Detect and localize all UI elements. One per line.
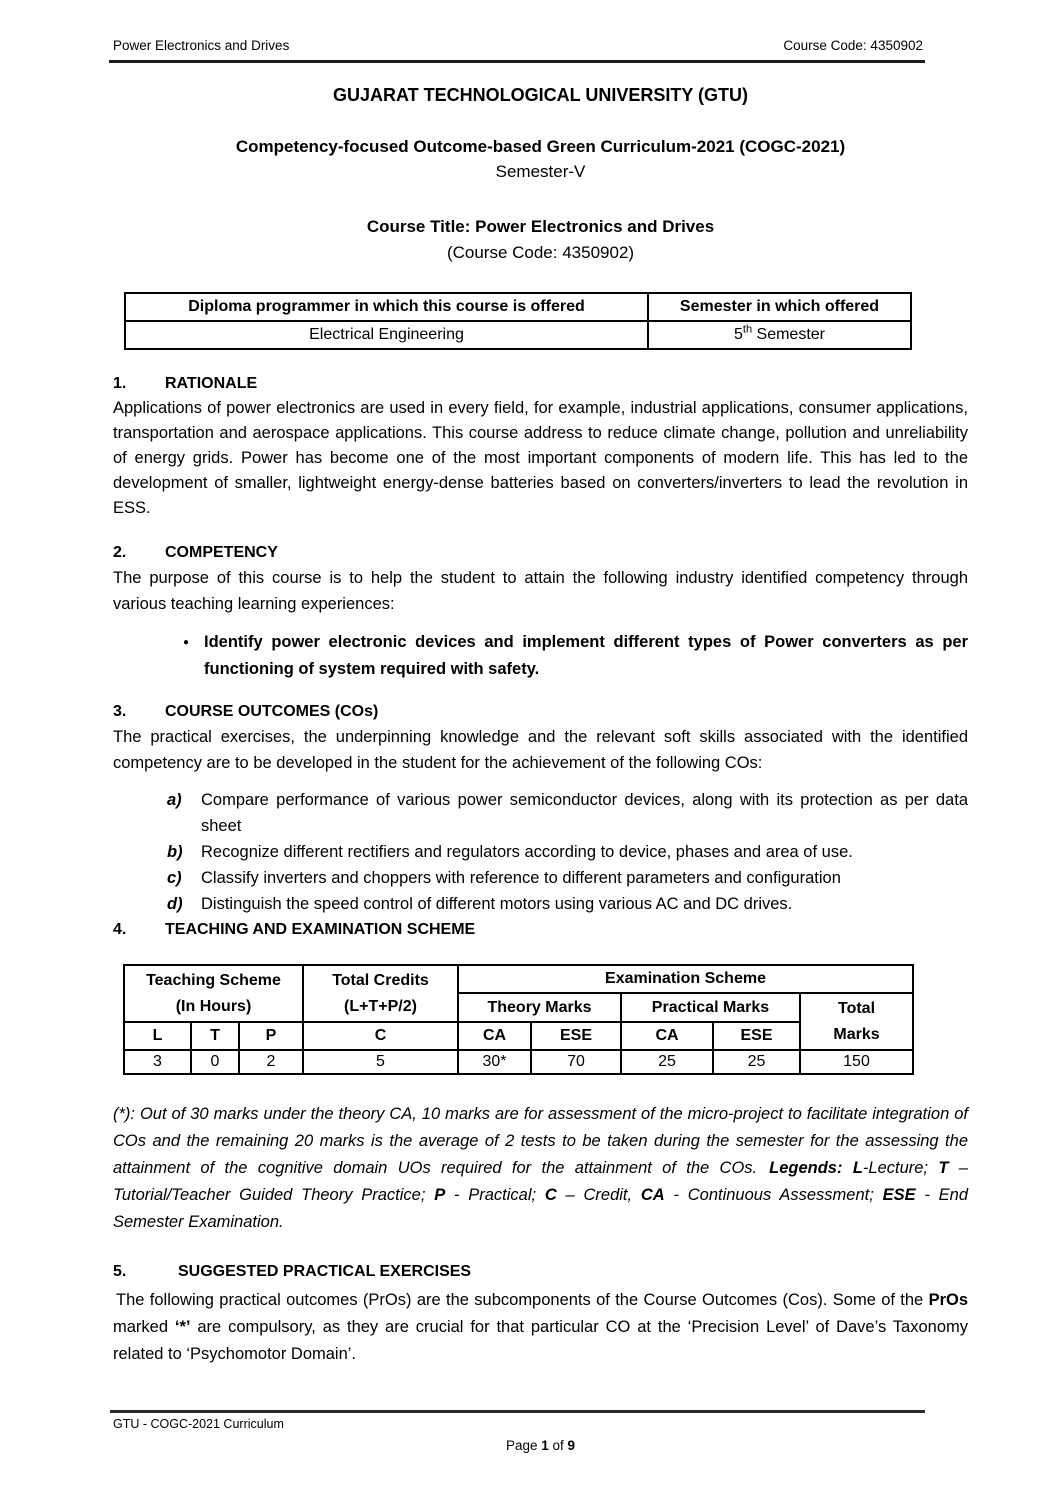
header-rule	[109, 60, 925, 63]
page-word: Page	[505, 1438, 542, 1453]
offer-col2-value	[648, 321, 911, 349]
scheme-value-theory-ca: 30*	[458, 1050, 531, 1074]
scheme-col-theory-ca: CA	[458, 1022, 531, 1050]
section-number: 1.	[113, 375, 127, 392]
scheme-values-row	[124, 1050, 913, 1074]
footer-page-number	[113, 1438, 968, 1453]
rationale-paragraph: Applications of power electronics are used in every field, for example, industrial applications, consumer applications, transportation and aerospace applications. This course address to reduce climate change, pollution and unreliability of energy grids. Power has become one of the most important components of modern life. This has led to the development of smaller, lightweight energy-dense batteries based on converters/inverters to lead the revolution in ESS.	[113, 399, 968, 517]
scheme-value-practical-ese: 25	[713, 1050, 800, 1074]
paragraph-text: The following practical outcomes (PrOs) are the subcomponents of the Course Outcomes (Cos). Some of the	[116, 1291, 929, 1309]
section-number: 5.	[113, 1263, 127, 1280]
legend-definition: – Credit,	[556, 1186, 641, 1204]
course-outcome-item-c	[113, 865, 968, 891]
note-text: (*): Out of 30 marks under the theory CA, 10 marks are for assessment of the micro-project to facilitate integration of COs and the remaining 20 marks is the average of 2 tests to be taken during the semester for the assessing the attainment of the cognitive domain UOs required for the attainment of the COs.	[113, 1105, 968, 1177]
section-heading-course-outcomes	[113, 702, 968, 722]
offer-table-data-row	[125, 321, 911, 349]
scheme-col-t: T	[191, 1022, 239, 1050]
course-outcome-item-b	[113, 839, 968, 865]
legend-definition: -Lecture;	[862, 1159, 939, 1177]
course-outcomes-paragraph: The practical exercises, the underpinning knowledge and the relevant soft skills associated with the identified competency are to be developed in the student for the achievement of the following COs:	[113, 728, 968, 772]
scheme-value-c: 5	[303, 1050, 458, 1074]
page-current: 1	[541, 1438, 549, 1453]
legend-term: ESE	[882, 1186, 916, 1204]
legend-definition: – Tutorial/Teacher Guided Theory Practice;	[113, 1159, 968, 1204]
list-marker: c)	[167, 869, 182, 887]
offer-col1-value: Electrical Engineering	[125, 321, 648, 349]
course-offering-table	[124, 292, 912, 350]
scheme-value-total: 150	[800, 1050, 913, 1074]
scheme-header-credits: Total Credits (L+T+P/2)	[303, 965, 458, 1022]
legend-term: P	[434, 1186, 446, 1204]
page-content	[113, 0, 968, 1368]
list-marker: d)	[167, 895, 183, 913]
header-course-code: Course Code: 4350902	[783, 38, 923, 53]
list-item-text: Recognize different rectifiers and regulators according to device, phases and area of use.	[201, 843, 853, 861]
paragraph-text: marked	[113, 1318, 175, 1336]
list-marker: a)	[167, 791, 182, 809]
list-item-text: Classify inverters and choppers with reference to different parameters and configuration	[201, 869, 841, 887]
legend-term: C	[544, 1186, 557, 1204]
scheme-col-theory-ese: ESE	[531, 1022, 621, 1050]
scheme-header-total-marks: Total Marks	[800, 993, 913, 1050]
emphasis-pros: PrOs	[928, 1291, 968, 1309]
section-number: 2.	[113, 544, 127, 561]
scheme-col-practical-ca: CA	[621, 1022, 713, 1050]
course-outcome-item-a	[113, 787, 968, 839]
offer-col1-header: Diploma programmer in which this course is offered	[125, 293, 648, 321]
scheme-value-practical-ca: 25	[621, 1050, 713, 1074]
list-item-text: Distinguish the speed control of different motors using various AC and DC drives.	[201, 895, 793, 913]
competency-paragraph: The purpose of this course is to help the student to attain the following industry identified competency through various teaching learning experiences:	[113, 569, 968, 613]
footer-curriculum-label: GTU - COGC-2021 Curriculum	[113, 1417, 284, 1431]
scheme-col-practical-ese: ESE	[713, 1022, 800, 1050]
offer-table-header-row	[125, 293, 911, 321]
semester-line: Semester-V	[495, 162, 586, 181]
semester-word: Semester	[752, 326, 825, 343]
legend-definition: - Continuous Assessment;	[664, 1186, 883, 1204]
practical-exercises-paragraph	[113, 1287, 968, 1368]
scheme-value-theory-ese: 70	[531, 1050, 621, 1074]
section-title: SUGGESTED PRACTICAL EXERCISES	[178, 1263, 472, 1280]
course-outcome-item-d	[113, 891, 968, 917]
section-heading-teaching-scheme	[113, 920, 968, 940]
section-heading-practical-exercises	[113, 1262, 968, 1282]
list-item-text: Compare performance of various power semiconductor devices, along with its protection as per data sheet	[201, 791, 968, 835]
header-course-name: Power Electronics and Drives	[113, 38, 290, 53]
legend-definition: - Practical;	[445, 1186, 545, 1204]
semester-ordinal-suffix: th	[742, 323, 753, 336]
scheme-header-examination: Examination Scheme	[458, 965, 913, 993]
curriculum-title: Competency-focused Outcome-based Green Curriculum-2021 (COGC-2021)	[235, 137, 846, 156]
scheme-header-practical-marks: Practical Marks	[621, 993, 800, 1022]
scheme-header-row-1	[124, 965, 913, 993]
scheme-header-theory-marks: Theory Marks	[458, 993, 621, 1022]
page-of-word: of	[548, 1438, 568, 1453]
ca-note-paragraph	[113, 1101, 968, 1236]
legend-term: CA	[640, 1186, 665, 1204]
teaching-examination-scheme-table	[123, 964, 914, 1075]
scheme-col-p: P	[239, 1022, 303, 1050]
competency-bullet	[183, 629, 968, 683]
footer-rule	[110, 1410, 925, 1413]
legend-definition: - End Semester Examination.	[113, 1186, 968, 1231]
legend-term: Legends: L	[769, 1159, 863, 1177]
page-total: 9	[567, 1438, 576, 1453]
scheme-header-row-3	[124, 1022, 913, 1050]
competency-bullet-text: Identify power electronic devices and implement different types of Power converters as per functioning of system required with safety.	[204, 633, 968, 678]
course-code-line: (Course Code: 4350902)	[446, 243, 635, 262]
semester-number: 5	[733, 326, 743, 343]
university-title: GUJARAT TECHNOLOGICAL UNIVERSITY (GTU)	[332, 85, 748, 105]
scheme-value-t: 0	[191, 1050, 239, 1074]
scheme-value-l: 3	[124, 1050, 191, 1074]
legend-term: T	[938, 1159, 949, 1177]
section-title: COURSE OUTCOMES (COs)	[165, 703, 379, 720]
section-title: TEACHING AND EXAMINATION SCHEME	[165, 921, 476, 938]
section-number: 4.	[113, 921, 127, 938]
scheme-col-c: C	[303, 1022, 458, 1050]
offer-col2-header: Semester in which offered	[648, 293, 911, 321]
scheme-header-teaching: Teaching Scheme (In Hours)	[124, 965, 303, 1022]
section-number: 3.	[113, 703, 127, 720]
list-marker: b)	[167, 843, 183, 861]
paragraph-text: are compulsory, as they are crucial for that particular CO at the ‘Precision Level’ of Dave’s Taxonomy related to ‘Psychomotor Domain’.	[113, 1318, 968, 1363]
section-title: RATIONALE	[165, 375, 258, 392]
section-heading-competency	[113, 543, 968, 563]
scheme-value-p: 2	[239, 1050, 303, 1074]
bullet-icon: ●	[183, 637, 190, 648]
page-header	[113, 0, 923, 54]
section-heading-rationale	[113, 374, 968, 394]
course-title-line: Course Title: Power Electronics and Drives	[366, 217, 715, 236]
scheme-col-l: L	[124, 1022, 191, 1050]
emphasis-asterisk: ‘*’	[174, 1318, 191, 1336]
section-title: COMPETENCY	[165, 544, 278, 561]
